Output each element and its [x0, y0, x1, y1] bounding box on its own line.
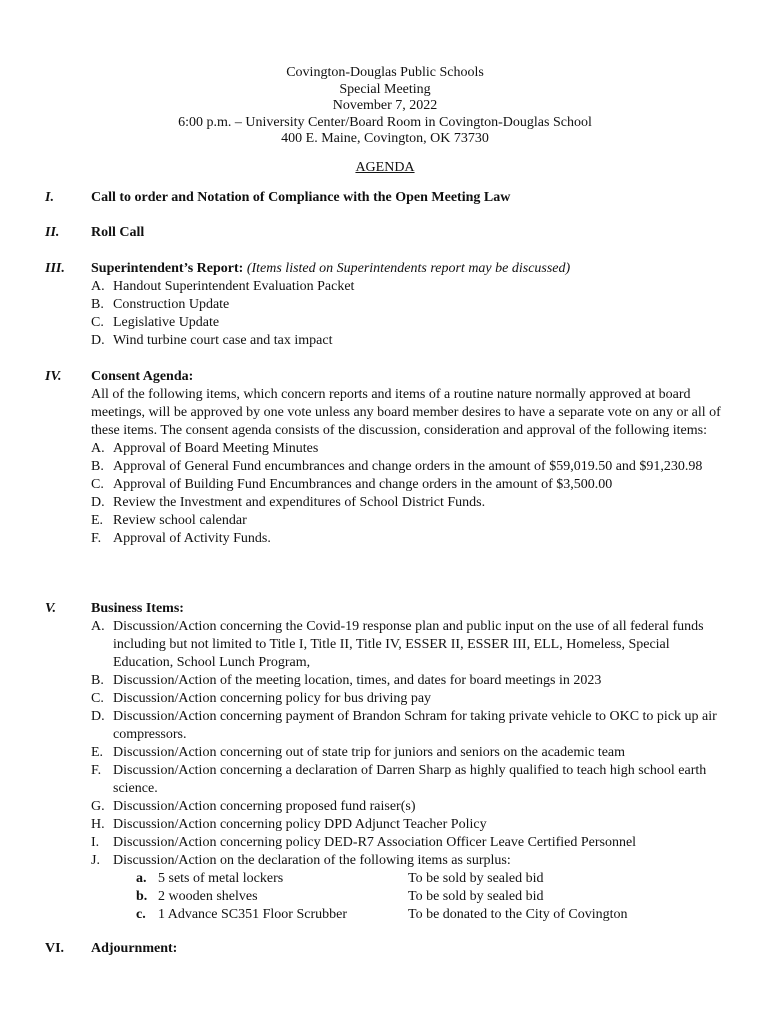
meeting-address: 400 E. Maine, Covington, OK 73730: [281, 131, 489, 147]
list-item: A. Handout Superintendent Evaluation Packet: [91, 279, 355, 294]
meeting-type: Special Meeting: [339, 81, 431, 97]
section-number: VI.: [45, 941, 65, 956]
surplus-disposition: To be sold by sealed bid: [408, 871, 544, 886]
section-number: III.: [45, 261, 65, 276]
list-item: H. Discussion/Action concerning policy DPD Adjunct Teacher Policy: [91, 817, 487, 832]
list-item: D. Review the Investment and expenditures of School District Funds.: [91, 495, 486, 510]
section-title: Superintendent’s Report:: [91, 261, 244, 276]
list-item: D. Wind turbine court case and tax impact: [91, 333, 333, 348]
section-number: II.: [45, 225, 60, 240]
section-number: I.: [45, 190, 54, 205]
list-item: B. Discussion/Action of the meeting location, times, and dates for board meetings in 2023: [91, 673, 602, 688]
list-item: C. Discussion/Action concerning policy for bus driving pay: [91, 691, 432, 706]
surplus-disposition: To be donated to the City of Covington: [408, 907, 628, 922]
list-item: F. Discussion/Action concerning a declaration of Darren Sharp as highly qualified to teach high school earth science.: [91, 763, 707, 796]
surplus-row: [91, 906, 721, 924]
section-title: Consent Agenda:: [91, 369, 194, 384]
list-item: E. Review school calendar: [91, 513, 247, 528]
section-title: Adjournment:: [91, 941, 178, 956]
meeting-location: 6:00 p.m. – University Center/Board Room in Covington-Douglas School: [178, 114, 592, 130]
consent-paragraph: All of the following items, which concern reports and items of a routine nature normally approved at board meetings, will be approved by one vote unless any board member desires to have a separate vote on any or all of these items. The consent agenda consists of the discussion, consideration and approval of the following items:: [91, 387, 721, 438]
surplus-item: 1 Advance SC351 Floor Scrubber: [158, 907, 347, 922]
section-note: (Items listed on Superintendents report may be discussed): [246, 261, 571, 276]
section-number: V.: [45, 601, 57, 616]
surplus-item: 2 wooden shelves: [158, 889, 258, 904]
section-title: Roll Call: [91, 225, 145, 240]
agenda-title: AGENDA: [355, 160, 415, 175]
list-item: I. Discussion/Action concerning policy DED-R7 Association Officer Leave Certified Personnel: [91, 835, 637, 850]
list-item: J. Discussion/Action on the declaration of the following items as surplus:: [91, 853, 511, 868]
list-item: C. Legislative Update: [91, 315, 220, 330]
list-item: B. Approval of General Fund encumbrances and change orders in the amount of $59,019.50 and $91,230.98: [91, 459, 703, 474]
surplus-disposition: To be sold by sealed bid: [408, 889, 544, 904]
surplus-row: [91, 870, 721, 888]
list-item: A. Approval of Board Meeting Minutes: [91, 441, 319, 456]
list-item: A. Discussion/Action concerning the Covid-19 response plan and public input on the use of all federal funds including but not limited to Title I, Title II, Title IV, ESSER II, ESSER III, ELL, Homeless, Special Education, School Lunch Program,: [91, 619, 704, 670]
list-item: B. Construction Update: [91, 297, 230, 312]
surplus-letter: b.: [136, 889, 148, 904]
surplus-letter: c.: [136, 907, 146, 922]
surplus-row: [91, 888, 721, 906]
document-header: [0, 65, 770, 148]
surplus-letter: a.: [136, 871, 147, 886]
list-item: E. Discussion/Action concerning out of state trip for juniors and seniors on the academic team: [91, 745, 626, 760]
section-number: IV.: [45, 369, 62, 384]
list-item: F. Approval of Activity Funds.: [91, 531, 271, 546]
section-title: Business Items:: [91, 601, 184, 616]
district-name: Covington-Douglas Public Schools: [286, 65, 484, 80]
list-item: G. Discussion/Action concerning proposed fund raiser(s): [91, 799, 416, 814]
meeting-date: November 7, 2022: [332, 98, 438, 114]
surplus-item: 5 sets of metal lockers: [158, 871, 284, 886]
list-item: C. Approval of Building Fund Encumbrances and change orders in the amount of $3,500.00: [91, 477, 613, 492]
section-title: Call to order and Notation of Compliance with the Open Meeting Law: [91, 190, 511, 205]
list-item: D. Discussion/Action concerning payment of Brandon Schram for taking private vehicle to OKC to pick up air compressors.: [91, 709, 717, 742]
